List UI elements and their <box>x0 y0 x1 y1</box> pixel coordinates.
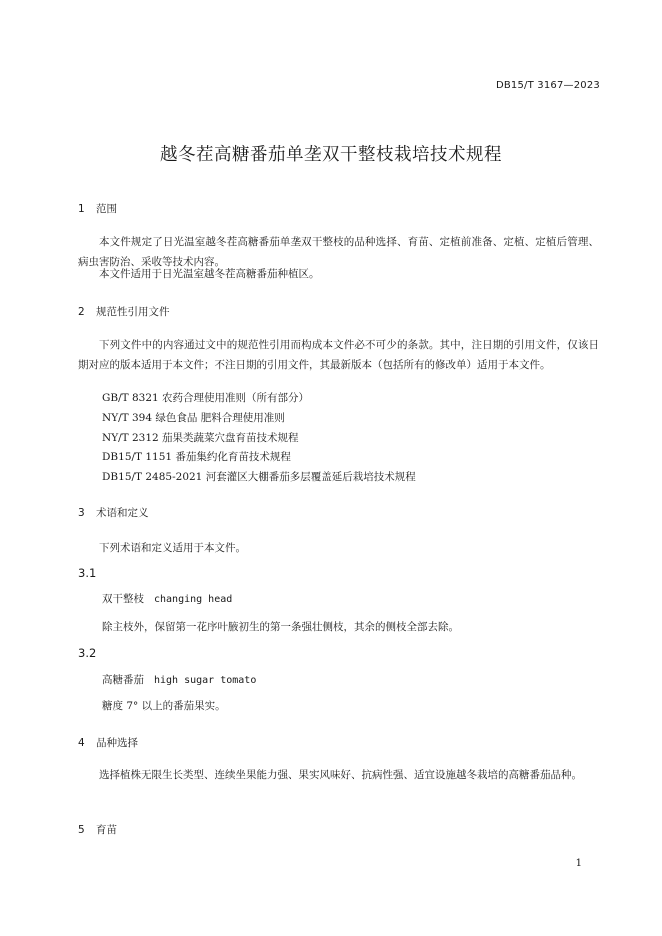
section-heading-normative-references <box>78 304 170 319</box>
paragraph: 本文件规定了日光温室越冬茬高糖番茄单垄双干整枝的品种选择、育苗、定植前准备、定植、定植后管理、病虫害防治、采收等技术内容。 <box>78 236 599 268</box>
paragraph: 选择植株无限生长类型、连续坐果能力强、果实风味好、抗病性强、适宜设施越冬栽培的高糖番茄品种。 <box>99 769 582 781</box>
page-number: 1 <box>575 858 582 869</box>
term-definition: 除主枝外，保留第一花序叶腋初生的第一条强壮侧枝，其余的侧枝全部去除。 <box>102 621 459 633</box>
reference-item: DB15/T 1151 番茄集约化育苗技术规程 <box>102 451 291 463</box>
reference-item: DB15/T 2485-2021 河套灌区大棚番茄多层覆盖延后栽培技术规程 <box>102 471 416 483</box>
term-entry <box>102 591 232 606</box>
section-title: 范围 <box>96 203 117 215</box>
section-title: 术语和定义 <box>96 507 149 519</box>
section-number: 4 <box>78 737 85 749</box>
term-chinese: 高糖番茄 <box>102 674 144 686</box>
term-english: changing head <box>154 594 233 605</box>
section-number: 2 <box>78 306 85 318</box>
standard-code: DB15/T 3167—2023 <box>495 80 600 91</box>
paragraph: 下列文件中的内容通过文中的规范性引用而构成本文件必不可少的条款。其中，注日期的引用文件，仅该日期对应的版本适用于本文件；不注日期的引用文件，其最新版本（包括所有的修改单）适用于本文件。 <box>78 339 599 371</box>
section-title: 规范性引用文件 <box>96 306 170 318</box>
reference-item: NY/T 394 绿色食品 肥料合理使用准则 <box>102 412 285 424</box>
section-heading-seedling <box>78 822 117 837</box>
term-english: high sugar tomato <box>154 675 257 686</box>
paragraph: 下列术语和定义适用于本文件。 <box>99 542 246 554</box>
reference-item: GB/T 8321 农药合理使用准则（所有部分） <box>102 392 310 404</box>
section-title: 品种选择 <box>96 737 138 749</box>
term-definition: 糖度 7° 以上的番茄果实。 <box>102 700 226 712</box>
term-number: 3.1 <box>78 566 97 580</box>
section-heading-scope <box>78 201 117 216</box>
reference-item: NY/T 2312 茄果类蔬菜穴盘育苗技术规程 <box>102 432 299 444</box>
section-number: 1 <box>78 203 85 215</box>
section-heading-variety-selection <box>78 735 138 750</box>
term-chinese: 双干整枝 <box>102 593 144 605</box>
section-heading-terms <box>78 505 149 520</box>
section-number: 3 <box>78 507 85 519</box>
section-number: 5 <box>78 824 85 836</box>
term-entry <box>102 672 256 687</box>
paragraph: 本文件适用于日光温室越冬茬高糖番茄种植区。 <box>99 268 320 280</box>
term-number: 3.2 <box>78 646 97 660</box>
document-title: 越冬茬高糖番茄单垄双干整枝栽培技术规程 <box>160 145 502 165</box>
section-title: 育苗 <box>96 824 117 836</box>
